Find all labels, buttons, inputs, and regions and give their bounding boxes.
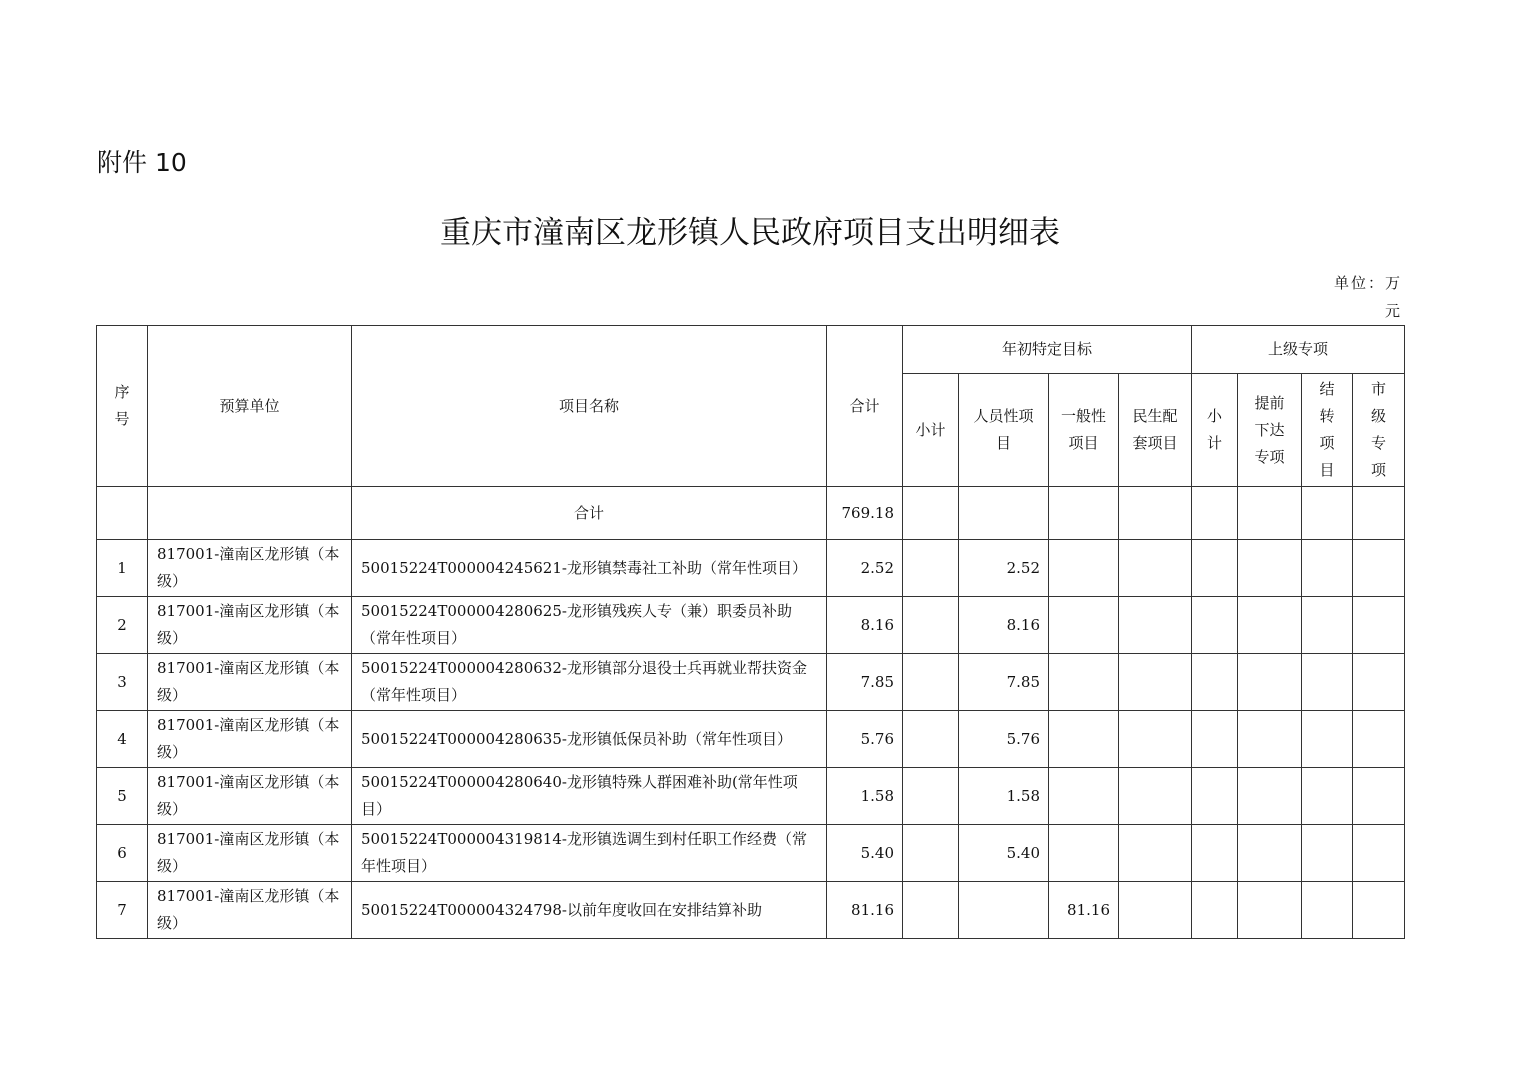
total-label: 合计 — [352, 487, 827, 540]
row-personnel: 5.40 — [959, 825, 1049, 882]
attachment-label: 附件 10 — [97, 148, 187, 177]
unit-label: 单位：万元 — [1333, 274, 1402, 320]
row-general — [1049, 825, 1119, 882]
row-seq: 3 — [97, 654, 148, 711]
row-general — [1049, 654, 1119, 711]
row-seq: 1 — [97, 540, 148, 597]
row-general — [1049, 597, 1119, 654]
table-row — [97, 711, 1405, 768]
row-unit: 817001-潼南区龙形镇（本级） — [148, 825, 352, 882]
header-g1-personnel: 人员性项目 — [959, 374, 1049, 487]
row-general: 81.16 — [1049, 882, 1119, 939]
page-title: 重庆市潼南区龙形镇人民政府项目支出明细表 — [440, 215, 1060, 251]
header-total: 合计 — [827, 326, 903, 487]
row-unit: 817001-潼南区龙形镇（本级） — [148, 768, 352, 825]
row-project: 50015224T000004280625-龙形镇残疾人专（兼）职委员补助（常年性项目） — [352, 597, 827, 654]
row-general — [1049, 768, 1119, 825]
row-personnel: 8.16 — [959, 597, 1049, 654]
row-seq: 5 — [97, 768, 148, 825]
row-unit: 817001-潼南区龙形镇（本级） — [148, 882, 352, 939]
row-personnel: 7.85 — [959, 654, 1049, 711]
header-group-initial-targets: 年初特定目标 — [903, 326, 1192, 374]
row-seq: 7 — [97, 882, 148, 939]
row-personnel: 1.58 — [959, 768, 1049, 825]
table-row — [97, 540, 1405, 597]
total-row — [97, 487, 1405, 540]
header-unit: 预算单位 — [148, 326, 352, 487]
header-g1-general: 一般性项目 — [1049, 374, 1119, 487]
row-total: 7.85 — [827, 654, 903, 711]
row-project: 50015224T000004319814-龙形镇选调生到村任职工作经费（常年性项目） — [352, 825, 827, 882]
row-seq: 2 — [97, 597, 148, 654]
header-g2-advance: 提前下达专项 — [1238, 374, 1302, 487]
row-total: 5.40 — [827, 825, 903, 882]
header-group-higher-special: 上级专项 — [1192, 326, 1405, 374]
table-row — [97, 768, 1405, 825]
row-seq: 6 — [97, 825, 148, 882]
header-seq: 序号 — [97, 326, 148, 487]
row-seq: 4 — [97, 711, 148, 768]
row-unit: 817001-潼南区龙形镇（本级） — [148, 711, 352, 768]
row-total: 1.58 — [827, 768, 903, 825]
table-row — [97, 882, 1405, 939]
row-unit: 817001-潼南区龙形镇（本级） — [148, 654, 352, 711]
row-total: 8.16 — [827, 597, 903, 654]
row-total: 81.16 — [827, 882, 903, 939]
row-personnel — [959, 882, 1049, 939]
total-amount: 769.18 — [827, 487, 903, 540]
header-project: 项目名称 — [352, 326, 827, 487]
row-project: 50015224T000004280632-龙形镇部分退役士兵再就业帮扶资金（常年性项目） — [352, 654, 827, 711]
row-total: 5.76 — [827, 711, 903, 768]
table-row — [97, 654, 1405, 711]
header-g2-carryover: 结转项目 — [1302, 374, 1353, 487]
header-g2-municipal: 市级专项 — [1353, 374, 1405, 487]
row-project: 50015224T000004324798-以前年度收回在安排结算补助 — [352, 882, 827, 939]
row-unit: 817001-潼南区龙形镇（本级） — [148, 597, 352, 654]
row-project: 50015224T000004280640-龙形镇特殊人群困难补助(常年性项目） — [352, 768, 827, 825]
row-unit: 817001-潼南区龙形镇（本级） — [148, 540, 352, 597]
header-g1-subtotal: 小计 — [903, 374, 959, 487]
header-g2-subtotal: 小计 — [1192, 374, 1238, 487]
table-row — [97, 597, 1405, 654]
row-total: 2.52 — [827, 540, 903, 597]
row-personnel: 5.76 — [959, 711, 1049, 768]
expenditure-table — [96, 325, 1405, 939]
table-row — [97, 825, 1405, 882]
row-personnel: 2.52 — [959, 540, 1049, 597]
header-g1-livelihood: 民生配套项目 — [1119, 374, 1192, 487]
row-project: 50015224T000004280635-龙形镇低保员补助（常年性项目） — [352, 711, 827, 768]
row-general — [1049, 711, 1119, 768]
row-general — [1049, 540, 1119, 597]
row-project: 50015224T000004245621-龙形镇禁毒社工补助（常年性项目） — [352, 540, 827, 597]
